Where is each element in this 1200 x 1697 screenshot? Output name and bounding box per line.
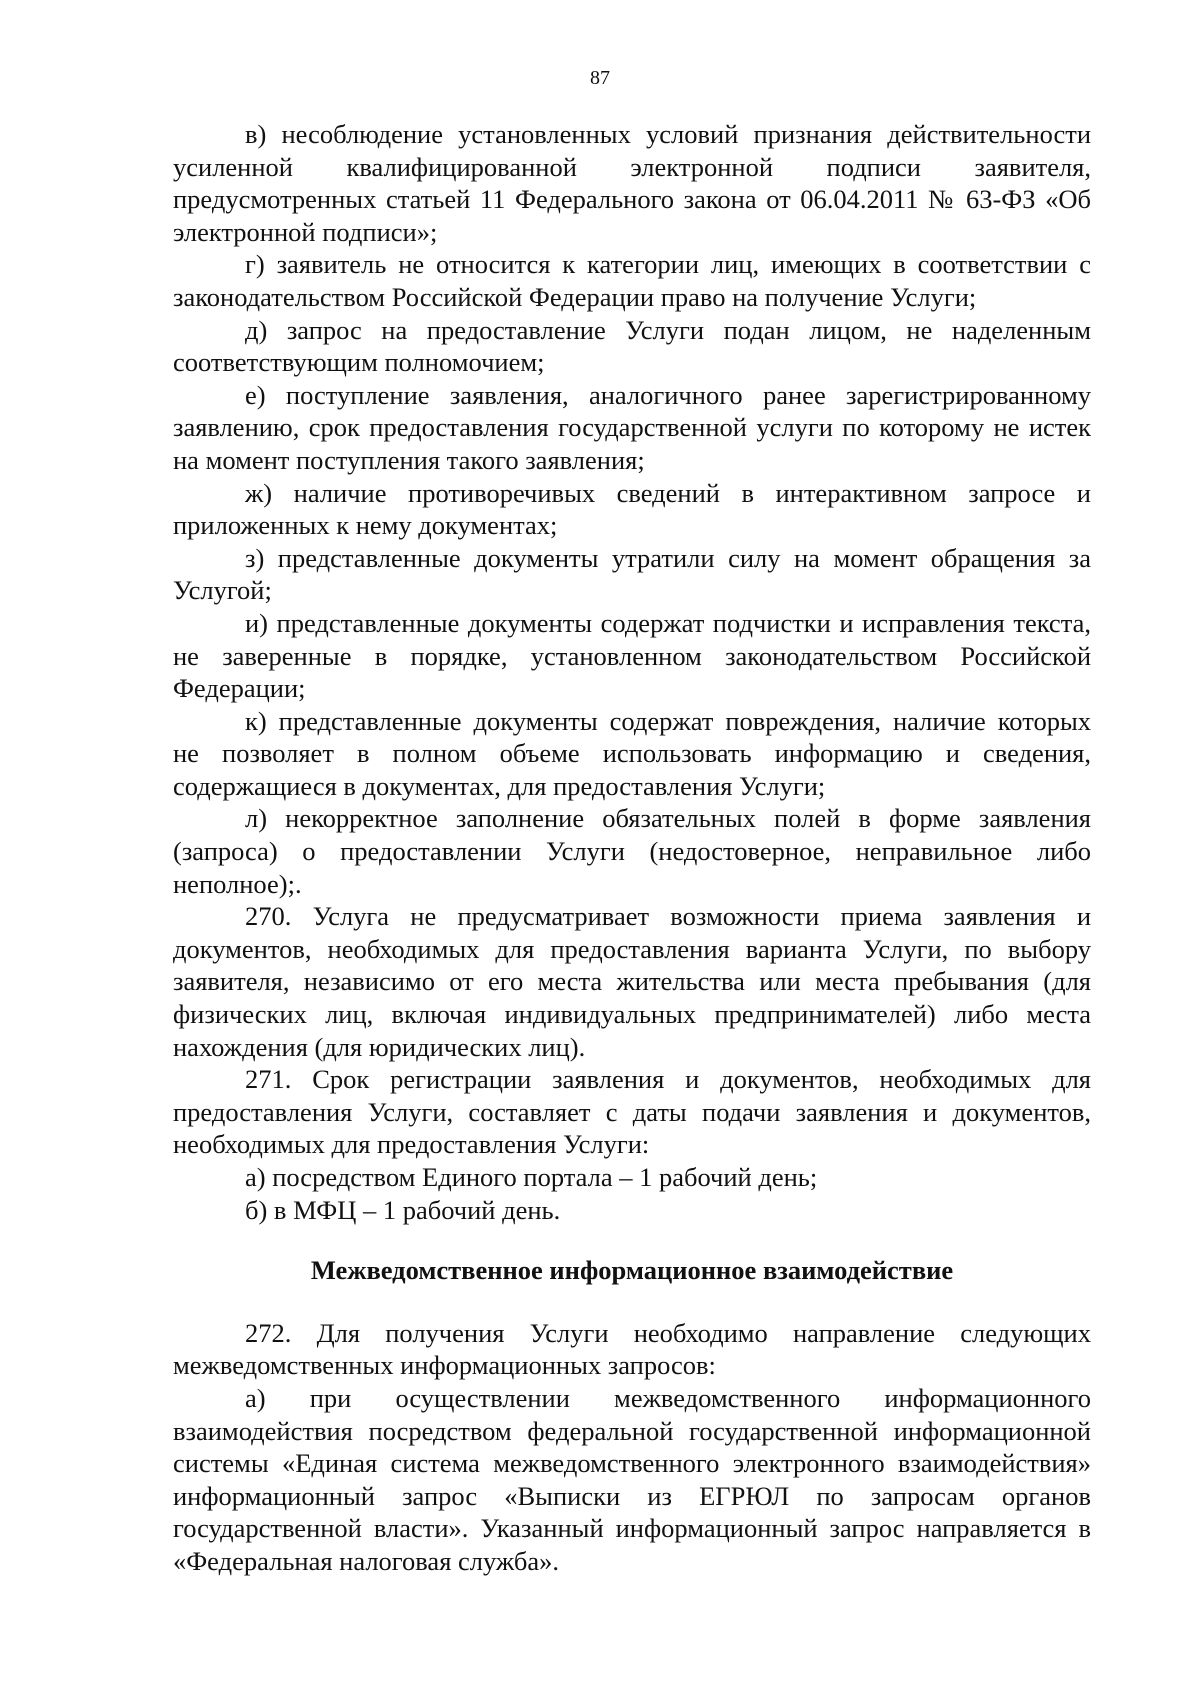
paragraph-item-i: и) представленные документы содержат подчистки и исправления текста, не заверенные в порядке, установленном законодательством Российской Федерации; [173, 607, 1091, 704]
paragraph-item-l: л) некорректное заполнение обязательных полей в форме заявления (запроса) о предоставлении Услуги (недостоверное, неправильное либо неполное);. [173, 803, 1091, 899]
paragraph-270: 270. Услуга не предусматривает возможности приема заявления и документов, необходимых для предоставления варианта Услуги, по выбору заявителя, независимо от его места жительства или места пребывания (для физических лиц, включая индивидуальных предпринимателей) либо места нахождения (для юридических лиц). [173, 901, 1091, 1062]
document-body [173, 118, 1091, 1578]
section-heading: Межведомственное информационное взаимодействие [310, 1255, 954, 1286]
paragraph-item-zh: ж) наличие противоречивых сведений в интерактивном запросе и приложенных к нему документах; [173, 477, 1091, 541]
paragraph-272: 272. Для получения Услуги необходимо направление следующих межведомственных информационных запросов: [173, 1317, 1091, 1381]
paragraph-271-a: а) посредством Единого портала – 1 рабочий день; [245, 1162, 818, 1192]
paragraph-271-b: б) в МФЦ – 1 рабочий день. [245, 1194, 561, 1225]
paragraph-item-v: в) несоблюдение установленных условий признания действительности усиленной квалифицированной электронной подписи заявителя, предусмотренных статьей 11 Федерального закона от 06.04.2011 № 63-ФЗ «Об электронной подписи»; [173, 119, 1091, 247]
paragraph-271: 271. Срок регистрации заявления и документов, необходимых для предоставления Услуги, составляет с даты подачи заявления и документов, необходимых для предоставления Услуги: [173, 1064, 1091, 1160]
paragraph-272-a: а) при осуществлении межведомственного информационного взаимодействия посредством федеральной государственной информационной системы «Единая система межведомственного электронного взаимодействия» информационный запрос «Выписки из ЕГРЮЛ по запросам органов государственной власти». Указанный информационный запрос направляется в «Федеральная налоговая служба». [173, 1382, 1091, 1576]
page-number: 87 [590, 67, 610, 89]
paragraph-item-g: г) заявитель не относится к категории лиц, имеющих в соответствии с законодательством Российской Федерации право на получение Услуги; [173, 249, 1091, 312]
paragraph-item-e: е) поступление заявления, аналогичного ранее зарегистрированному заявлению, срок предоставления государственной услуги по которому не истек на момент поступления такого заявления; [173, 379, 1091, 475]
paragraph-item-d: д) запрос на предоставление Услуги подан лицом, не наделенным соответствующим полномочием; [173, 314, 1091, 378]
paragraph-item-k: к) представленные документы содержат повреждения, наличие которых не позволяет в полном объеме использовать информацию и сведения, содержащиеся в документах, для предоставления Услуги; [173, 705, 1091, 801]
paragraph-item-z: з) представленные документы утратили силу на момент обращения за Услугой; [173, 542, 1091, 606]
